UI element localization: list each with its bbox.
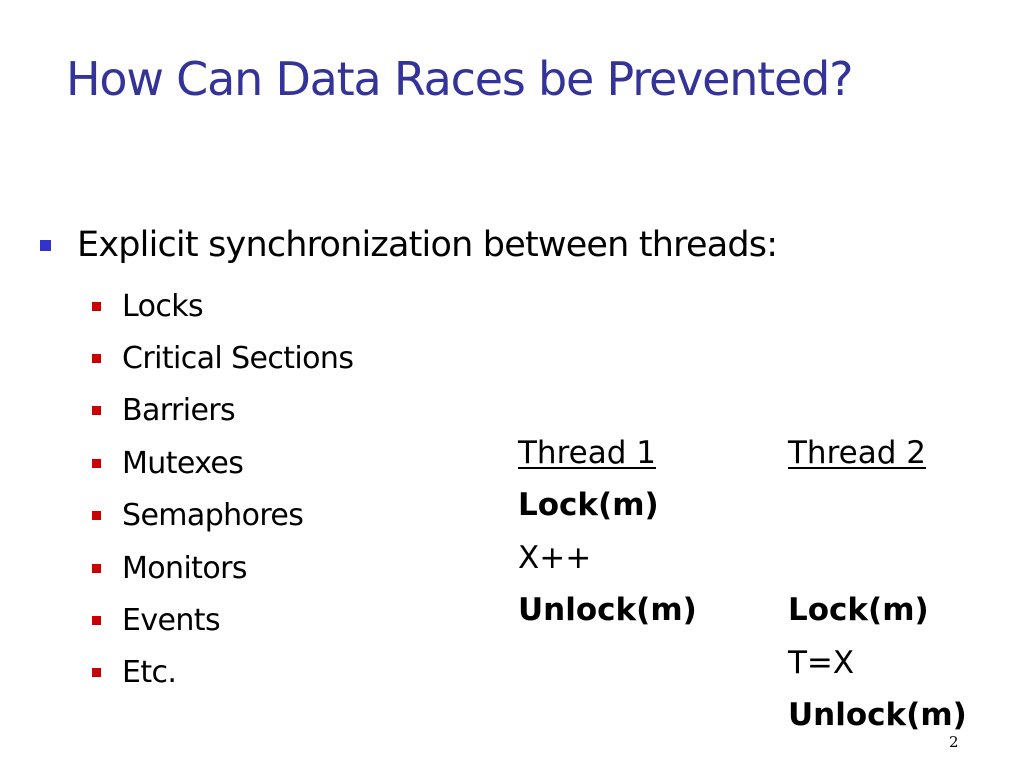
list-item	[92, 594, 353, 646]
square-bullet-icon	[92, 616, 101, 625]
sync-mechanism-list	[92, 280, 353, 699]
thread-1-header: Thread 1	[518, 435, 656, 471]
list-item-text: Barriers	[122, 393, 236, 429]
square-bullet-icon	[92, 459, 101, 468]
thread-1-increment-line: X++	[518, 539, 592, 576]
slide-title: How Can Data Races be Prevented?	[66, 52, 853, 106]
thread-1-unlock-line: Unlock(m)	[518, 592, 697, 629]
thread-2-read-line: T=X	[788, 644, 855, 681]
square-bullet-icon	[92, 354, 101, 363]
thread-1-lock-line: Lock(m)	[518, 487, 659, 524]
thread-2-spacer	[788, 479, 967, 531]
thread-2-header: Thread 2	[788, 435, 926, 471]
list-item-text: Locks	[122, 288, 204, 324]
list-item	[92, 490, 353, 542]
list-item-text: Events	[122, 603, 220, 639]
page-number: 2	[949, 733, 959, 751]
list-item	[92, 332, 353, 384]
list-item	[92, 647, 353, 699]
thread-2-column	[788, 427, 967, 741]
list-item-text: Semaphores	[122, 498, 304, 534]
list-item-text: Critical Sections	[122, 341, 354, 377]
thread-2-lock-line: Lock(m)	[788, 592, 929, 629]
thread-2-unlock-line: Unlock(m)	[788, 696, 967, 733]
list-item-text: Mutexes	[122, 445, 244, 481]
square-bullet-icon	[92, 302, 101, 311]
square-bullet-icon	[92, 511, 101, 520]
square-bullet-icon	[92, 564, 101, 573]
thread-1-column	[518, 427, 697, 637]
list-item	[92, 542, 353, 594]
square-bullet-icon	[92, 668, 101, 677]
main-bullet-text: Explicit synchronization between threads:	[77, 225, 778, 265]
list-item	[92, 280, 353, 332]
thread-2-spacer	[788, 532, 967, 584]
list-item	[92, 437, 353, 489]
square-bullet-icon	[92, 406, 101, 415]
main-bullet	[40, 225, 777, 265]
list-item-text: Monitors	[122, 550, 247, 586]
square-bullet-icon	[40, 240, 51, 251]
list-item-text: Etc.	[122, 655, 177, 691]
list-item	[92, 385, 353, 437]
